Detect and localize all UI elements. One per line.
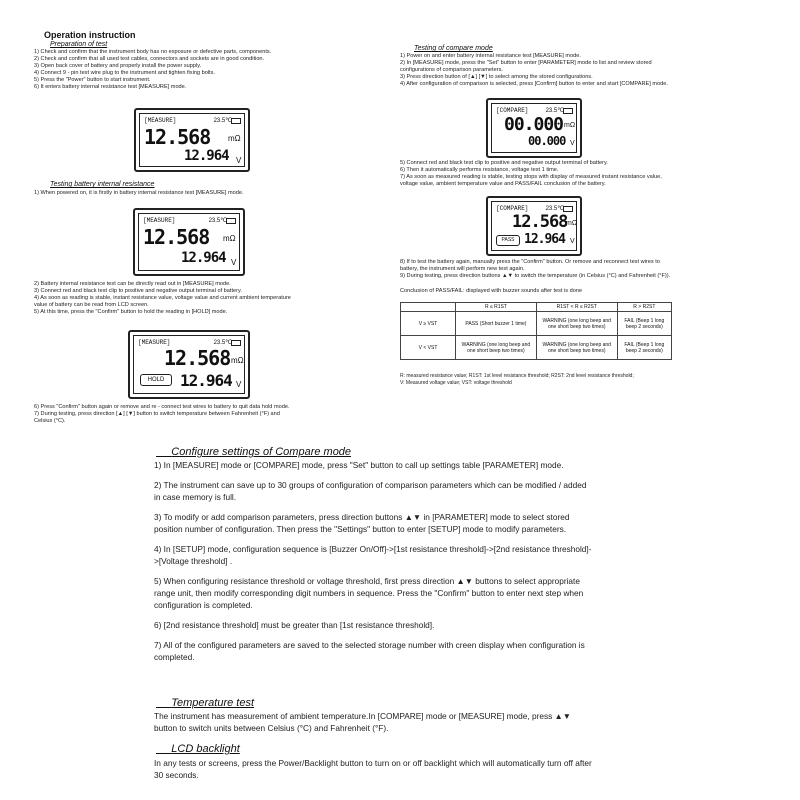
end-line: 6) Press "Confirm" button again or remove and re - connect test wires to battery to quit data hold mode. <box>34 404 290 410</box>
backlight-title-text: LCD backlight <box>171 743 240 755</box>
battery-test-intro: 1) When powered on, it is firstly in battery internal resistance test [MEASURE] mode. <box>34 190 244 196</box>
configure-title-text: Configure settings of Compare mode <box>171 446 352 458</box>
end-line: Celsius (°C). <box>34 418 66 424</box>
lcd-resistance: 00.000 <box>504 114 564 135</box>
configure-steps <box>154 459 594 671</box>
cfg-paragraph: 3) To modify or add comparison parameters, press direction buttons ▲▼ in [PARAMETER] mode to select stored position number of configuration. Then press the "Settings" button to enter [SETUP] mode to modify parameters. <box>154 512 570 534</box>
preparation-title: Preparation of test <box>50 41 108 48</box>
table-header-row <box>401 303 672 312</box>
lcd-resistance-unit: mΩ <box>564 122 576 129</box>
cmp-line: 5) Connect red and black test clip to positive and negative output terminal of battery. <box>400 160 608 166</box>
battery-test-title: Testing battery internal resistance <box>50 181 155 188</box>
table-cell: WARNING (one long beep and one short beep two times) <box>456 336 537 360</box>
end-line: 7) During testing, press direction [▲] [▼] button to switch temperature between Fahrenheit (°F) and <box>34 411 280 417</box>
hold-steps <box>34 404 364 425</box>
table-cell: FAIL (Beep 1 long beep 2 seconds) <box>617 336 671 360</box>
compare-steps <box>400 53 690 88</box>
cmp-line: 4) After configuration of comparison is selected, press [Confirm] button to enter and start [COMPARE] mode. <box>400 81 668 87</box>
lcd-mode-label: [MEASURE] <box>144 117 177 124</box>
lcd-measure-display <box>133 208 245 276</box>
lcd-temperature: 23.5℃ <box>545 108 564 114</box>
lcd-voltage: 12.964 <box>180 371 232 390</box>
batt-line: 3) Connect red and black test clip to positive and negative output terminal of battery. <box>34 288 242 294</box>
cfg-paragraph: 2) The instrument can save up to 30 groups of configuration of comparison parameters which can be modified / added in case memory is full. <box>154 480 587 502</box>
table-cell: PASS (Short buzzer 1 time) <box>456 312 537 336</box>
table-cell: V ≥ VST <box>401 312 456 336</box>
table-cell: FAIL (Beep 1 long beep 2 seconds) <box>617 312 671 336</box>
cfg-paragraph: 7) All of the configured parameters are saved to the selected storage number with creen display when configuration is completed. <box>154 640 585 662</box>
lcd-measure-display <box>134 108 250 172</box>
table-cell: R1ST < R ≤ R2ST <box>536 303 617 312</box>
lcd-mode-label: [MEASURE] <box>138 339 171 346</box>
lcd-compare-pass-display <box>486 196 582 256</box>
cfg-paragraph: 5) When configuring resistance threshold or voltage threshold, first press direction ▲▼ buttons to select appropriate range unit, then modify corresponding digit numbers in sequence. Press the "Confirm" button to enter next step when configuration is completed. <box>154 576 584 610</box>
lcd-mode-label: [COMPARE] <box>496 107 529 114</box>
table-row <box>401 336 672 360</box>
lcd-resistance: 12.568 <box>164 346 231 370</box>
legend-line: V: Measured voltage value; VST: voltage threshold <box>400 380 512 386</box>
prep-line: 2) Check and confirm that all used test cables, connectors and sockets are in good condition. <box>34 56 265 62</box>
batt-line: value of battery can be read from LCD screen. <box>34 302 149 308</box>
cmp-line: 3) Press direction button of [▲] [▼] to select among the stored configurations. <box>400 74 593 80</box>
legend-line: R: measured resistance value; R1ST: 1st level resistance threshold; R2ST: 2nd level resistance threshold; <box>400 373 634 379</box>
cmp-line: battery, the instrument will perform new test again. <box>400 266 525 272</box>
lcd-resistance-unit: mΩ <box>228 134 241 143</box>
temperature-title-text: Temperature test <box>171 697 255 709</box>
prep-line: 3) Open back cover of battery and properly install the power supply. <box>34 63 202 69</box>
battery-icon <box>226 218 236 224</box>
lcd-temperature: 23.5℃ <box>545 206 564 212</box>
battery-icon <box>231 340 241 346</box>
battery-test-steps <box>34 281 364 316</box>
cmp-line: 7) As soon as measured reading is stable, testing stops with display of measured instant resistance value, <box>400 174 662 180</box>
cmp-line: 8) If to test the battery again, manually press the "Confirm" button. Or remove and reconnect test wires to <box>400 259 660 265</box>
page-title: Operation instruction <box>44 30 136 40</box>
lcd-temperature: 23.5℃ <box>213 340 232 346</box>
lcd-voltage: 12.964 <box>184 148 229 164</box>
lcd-resistance-unit: mΩ <box>231 356 244 365</box>
backlight-title <box>156 743 240 755</box>
compare-steps-2 <box>400 160 690 188</box>
lcd-voltage: 00.000 <box>528 134 566 148</box>
backlight-text: In any tests or screens, press the Power/Backlight button to turn on or off backlight which will automatically turn off after 30 seconds. <box>154 758 592 780</box>
lcd-voltage-unit: V <box>570 140 575 147</box>
lcd-voltage-unit: V <box>231 258 237 267</box>
lcd-resistance: 12.568 <box>143 225 210 249</box>
compare-steps-3 <box>400 259 690 280</box>
table-cell: V < VST <box>401 336 456 360</box>
cmp-line: 9) During testing, press direction buttons ▲▼ to switch the temperature (in Celsius (°C) and Fahrenheit (°F)). <box>400 273 671 279</box>
table-row <box>401 312 672 336</box>
lcd-voltage-unit: V <box>236 380 242 389</box>
preparation-steps <box>34 49 364 91</box>
lcd-temperature: 23.5℃ <box>208 218 227 224</box>
table-cell: R ≤ R1ST <box>456 303 537 312</box>
temperature-title <box>156 697 254 709</box>
lcd-voltage: 12.964 <box>181 250 226 266</box>
temperature-text: The instrument has measurement of ambient temperature.In [COMPARE] mode or [MEASURE] mode, press ▲▼ button to switch units between Celsius (°C) and Fahrenheit (°F). <box>154 711 571 733</box>
cfg-paragraph: 6) [2nd resistance threshold] must be greater than [1st resistance threshold]. <box>154 620 435 630</box>
lcd-resistance-unit: mΩ <box>223 234 236 243</box>
lcd-voltage: 12.964 <box>524 232 565 247</box>
cmp-line: voltage value, ambient temperature value and PASS/FAIL conclusion of the battery. <box>400 181 606 187</box>
prep-line: 1) Check and confirm that the instrument body has no exposure or defective parts, components. <box>34 49 272 55</box>
lcd-mode-label: [COMPARE] <box>496 205 529 212</box>
pass-fail-table <box>400 302 672 360</box>
prep-line: 4) Connect 9 - pin test wire plug to the instrument and tighten fixing bolts. <box>34 70 215 76</box>
table-cell: R > R2ST <box>617 303 671 312</box>
table-legend <box>400 373 700 387</box>
battery-icon <box>231 118 241 124</box>
lcd-temperature: 23.5℃ <box>213 118 232 124</box>
batt-line: 4) As soon as reading is stable, instant resistance value, voltage value and current ambient temperature <box>34 295 291 301</box>
lcd-hold-display <box>128 330 250 399</box>
conclusion-note: Conclusion of PASS/FAIL: displayed with buzzer sounds after test is done <box>400 288 583 294</box>
cmp-line: 6) Then it automatically performs resistance, voltage test 1 time. <box>400 167 559 173</box>
table-cell: WARNING (one long beep and one short beep two times) <box>536 312 617 336</box>
lcd-voltage-unit: V <box>570 238 575 245</box>
cmp-line: 1) Power on and enter battery internal resistance test [MEASURE] mode. <box>400 53 581 59</box>
cfg-paragraph: 4) In [SETUP] mode, configuration sequence is [Buzzer On/Off]->[1st resistance threshold]->[2nd resistance threshold]->[Voltage threshold] . <box>154 544 592 566</box>
pass-badge: PASS <box>496 235 520 246</box>
lcd-voltage-unit: V <box>236 156 242 165</box>
lcd-compare-display <box>486 98 582 158</box>
table-cell: WARNING (one long beep and one short beep two times) <box>536 336 617 360</box>
lcd-resistance: 12.568 <box>512 212 568 232</box>
cfg-paragraph: 1) In [MEASURE] mode or [COMPARE] mode, press "Set" button to call up settings table [PARAMETER] mode. <box>154 460 564 470</box>
lcd-resistance: 12.568 <box>144 125 211 149</box>
prep-line: 6) It enters battery internal resistance test [MEASURE] mode. <box>34 84 187 90</box>
compare-test-title: Testing of compare mode <box>414 45 493 52</box>
batt-line: 2) Battery internal resistance test can be directly read out in [MEASURE] mode. <box>34 281 231 287</box>
prep-line: 5) Press the "Power" button to start instrument. <box>34 77 151 83</box>
batt-line: 5) At this time, press the "Confirm" button to hold the reading in [HOLD] mode. <box>34 309 228 315</box>
lcd-resistance-unit: mΩ <box>566 220 578 227</box>
cmp-line: 2) In [MEASURE] mode, press the "Set" button to enter [PARAMETER] mode to list and review stored <box>400 60 652 66</box>
cmp-line: configurations of comparison parameters. <box>400 67 503 73</box>
configure-title <box>156 446 351 458</box>
battery-icon <box>563 108 573 114</box>
hold-badge: HOLD <box>140 374 172 386</box>
table-cell <box>401 303 456 312</box>
lcd-mode-label: [MEASURE] <box>143 217 176 224</box>
